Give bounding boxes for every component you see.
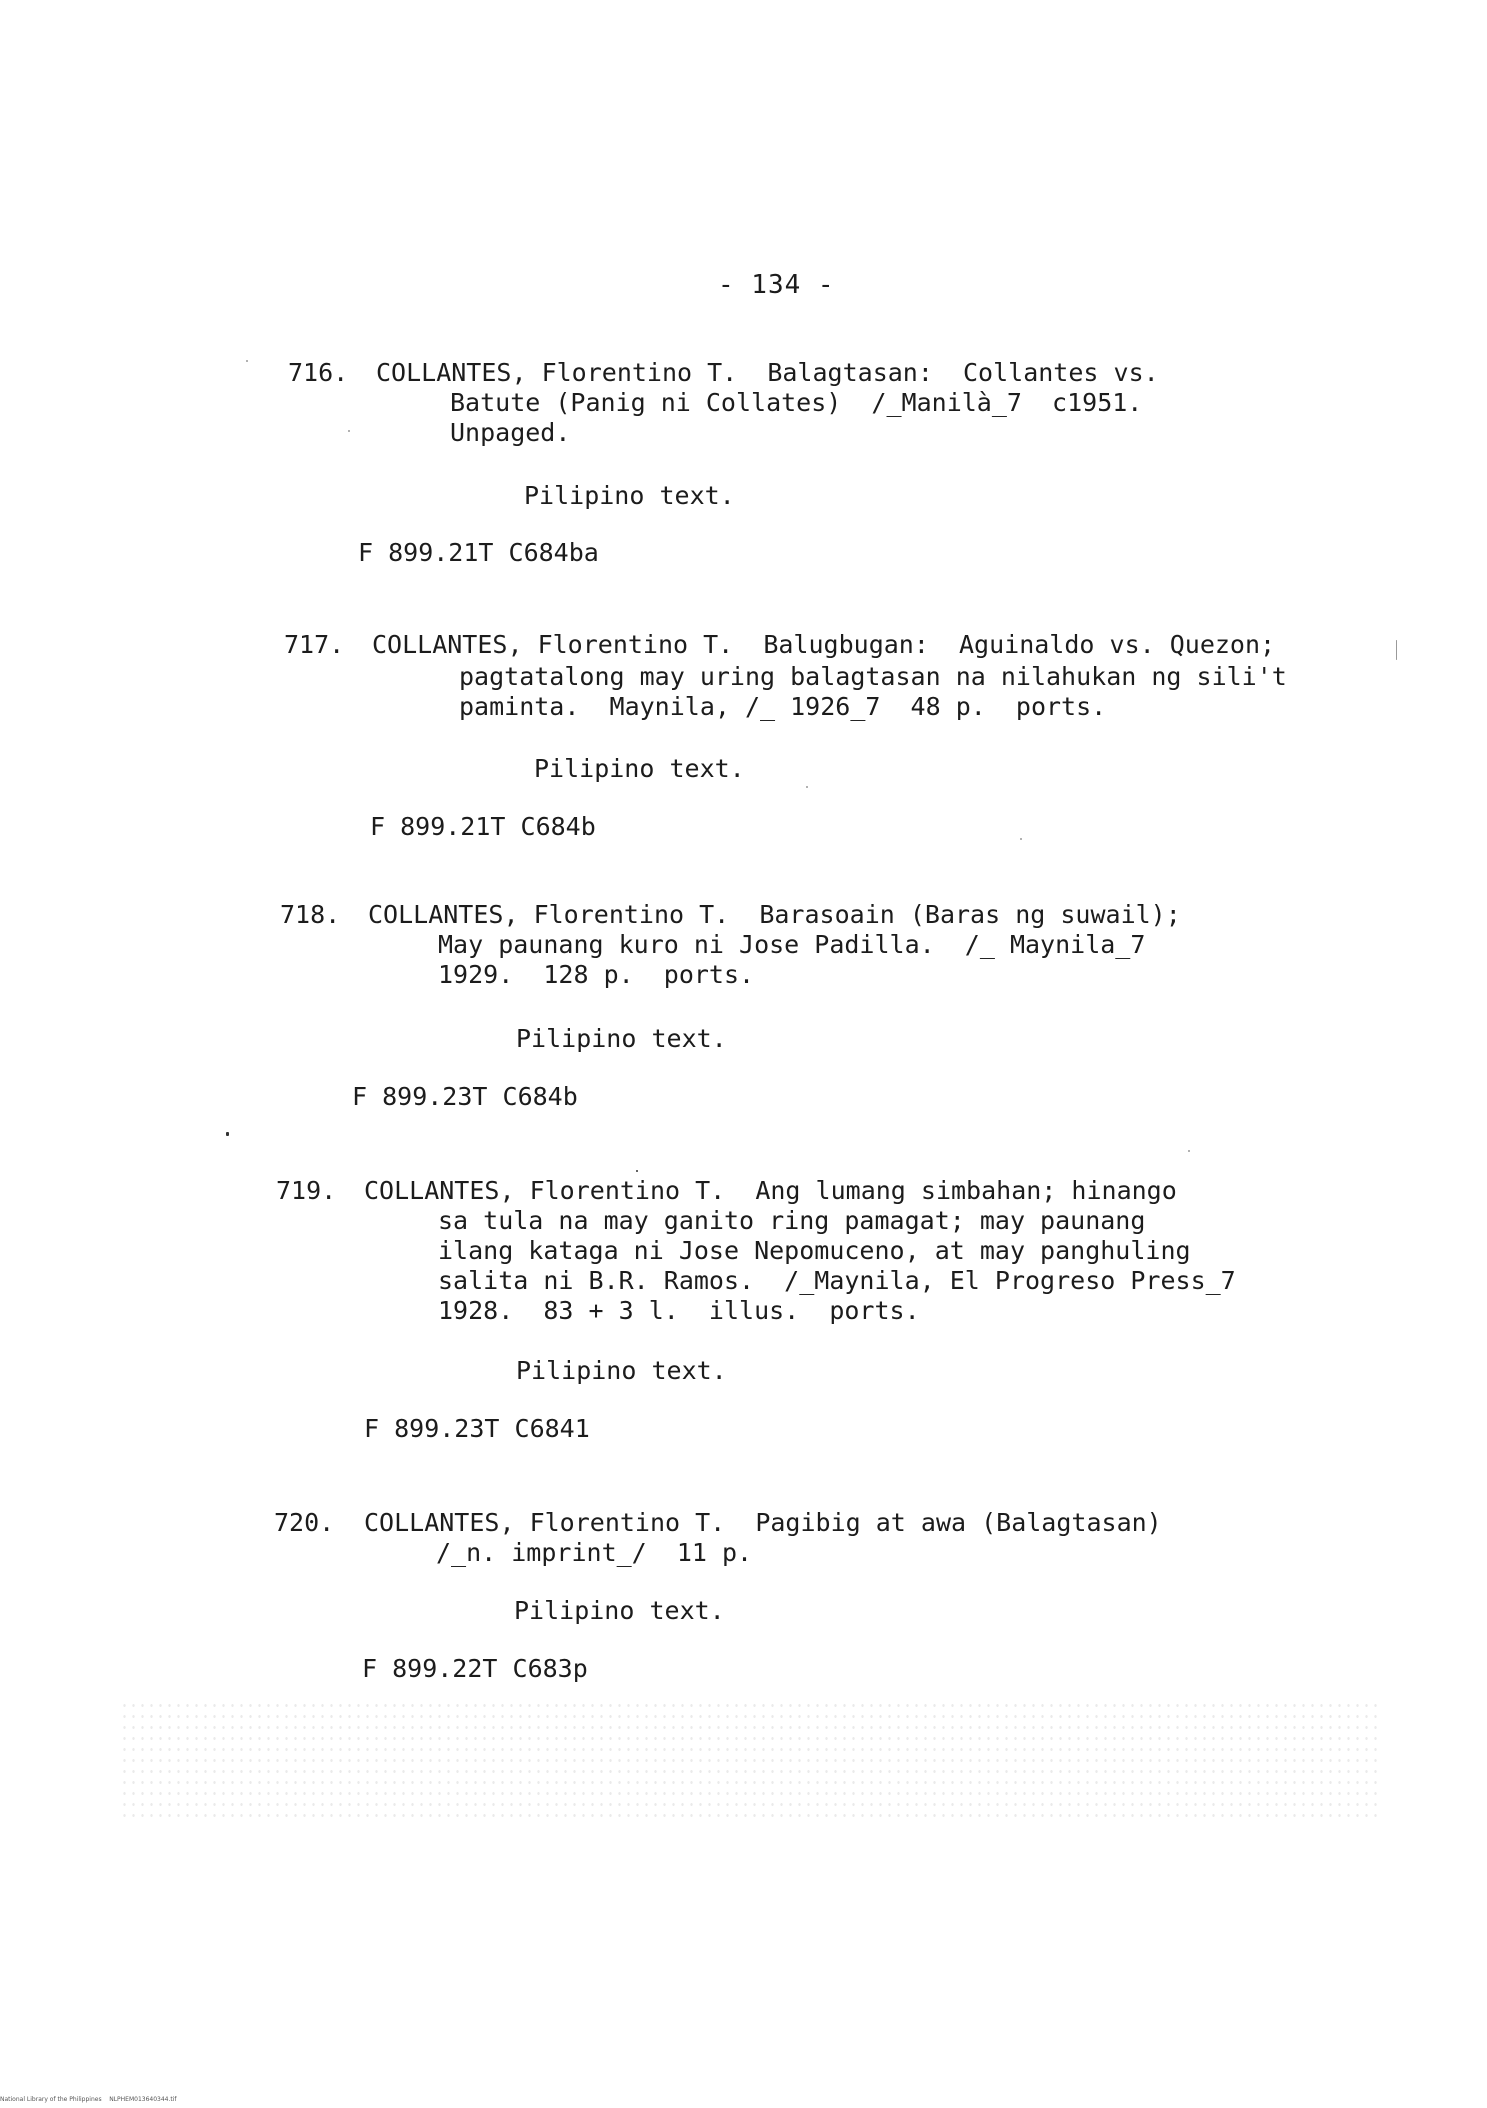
entry-note: Pilipino text.: [524, 481, 735, 510]
entry-line: Unpaged.: [450, 418, 571, 447]
scan-speck: [1396, 640, 1397, 660]
entry-line: COLLANTES, Florentino T. Balagtasan: Collantes vs.: [376, 358, 1159, 387]
call-number: F 899.22T C683p: [362, 1654, 588, 1683]
entry-note: Pilipino text.: [534, 754, 745, 783]
entry-line: 1928. 83 + 3 l. illus. ports.: [438, 1296, 920, 1325]
scan-footer: National Library of the Philippines NLPHEM013640344.tif: [0, 2096, 177, 2103]
scan-speck: [636, 1170, 638, 1172]
entry-number: 720.: [274, 1508, 335, 1537]
call-number: F 899.21T C684b: [370, 812, 596, 841]
entry-number: 717.: [284, 630, 345, 659]
entry-line: /̲n. imprint_/ 11 p.: [436, 1538, 753, 1567]
scan-speck: [1188, 1150, 1190, 1152]
call-number: F 899.21T C684ba: [358, 538, 599, 567]
entry-line: ilang kataga ni Jose Nepomuceno, at may panghuling: [438, 1236, 1191, 1265]
entry-line: paminta. Maynila, /̲ 1926_7 48 p. ports.: [459, 692, 1107, 721]
call-number: F 899.23T C6841: [364, 1414, 590, 1443]
entry-line: sa tula na may ganito ring pamagat; may paunang: [438, 1206, 1146, 1235]
scan-speck: [1020, 838, 1022, 840]
entry-line: COLLANTES, Florentino T. Barasoain (Baras ng suwail);: [368, 900, 1181, 929]
entry-line: COLLANTES, Florentino T. Balugbugan: Aguinaldo vs. Quezon;: [372, 630, 1276, 659]
entry-number: 719.: [276, 1176, 337, 1205]
entry-number: 718.: [280, 900, 341, 929]
scan-speck: [806, 786, 808, 788]
entry-line: 1929. 128 p. ports.: [438, 960, 755, 989]
scan-speck: [246, 360, 248, 362]
entry-note: Pilipino text.: [516, 1356, 727, 1385]
entry-line: pagtatalong may uring balagtasan na nilahukan ng sili't: [459, 662, 1287, 691]
entry-line: COLLANTES, Florentino T. Pagibig at awa (Balagtasan): [364, 1508, 1162, 1537]
entry-line: salita ni B.R. Ramos. /̲Maynila, El Progreso Press_7: [438, 1266, 1236, 1295]
entry-line: May paunang kuro ni Jose Padilla. /̲ Maynila_7: [438, 930, 1146, 959]
entry-line: COLLANTES, Florentino T. Ang lumang simbahan; hinango: [364, 1176, 1177, 1205]
scan-speck: [348, 430, 350, 432]
scan-noise: [120, 1700, 1380, 1820]
entry-note: Pilipino text.: [516, 1024, 727, 1053]
entry-number: 716.: [288, 358, 349, 387]
page-number: - 134 -: [718, 270, 835, 300]
call-number: F 899.23T C684b: [352, 1082, 578, 1111]
scan-speck: [226, 1132, 229, 1136]
entry-line: Batute (Panig ni Collates) /̲Manilà_7 c1951.: [450, 388, 1143, 417]
entry-note: Pilipino text.: [514, 1596, 725, 1625]
